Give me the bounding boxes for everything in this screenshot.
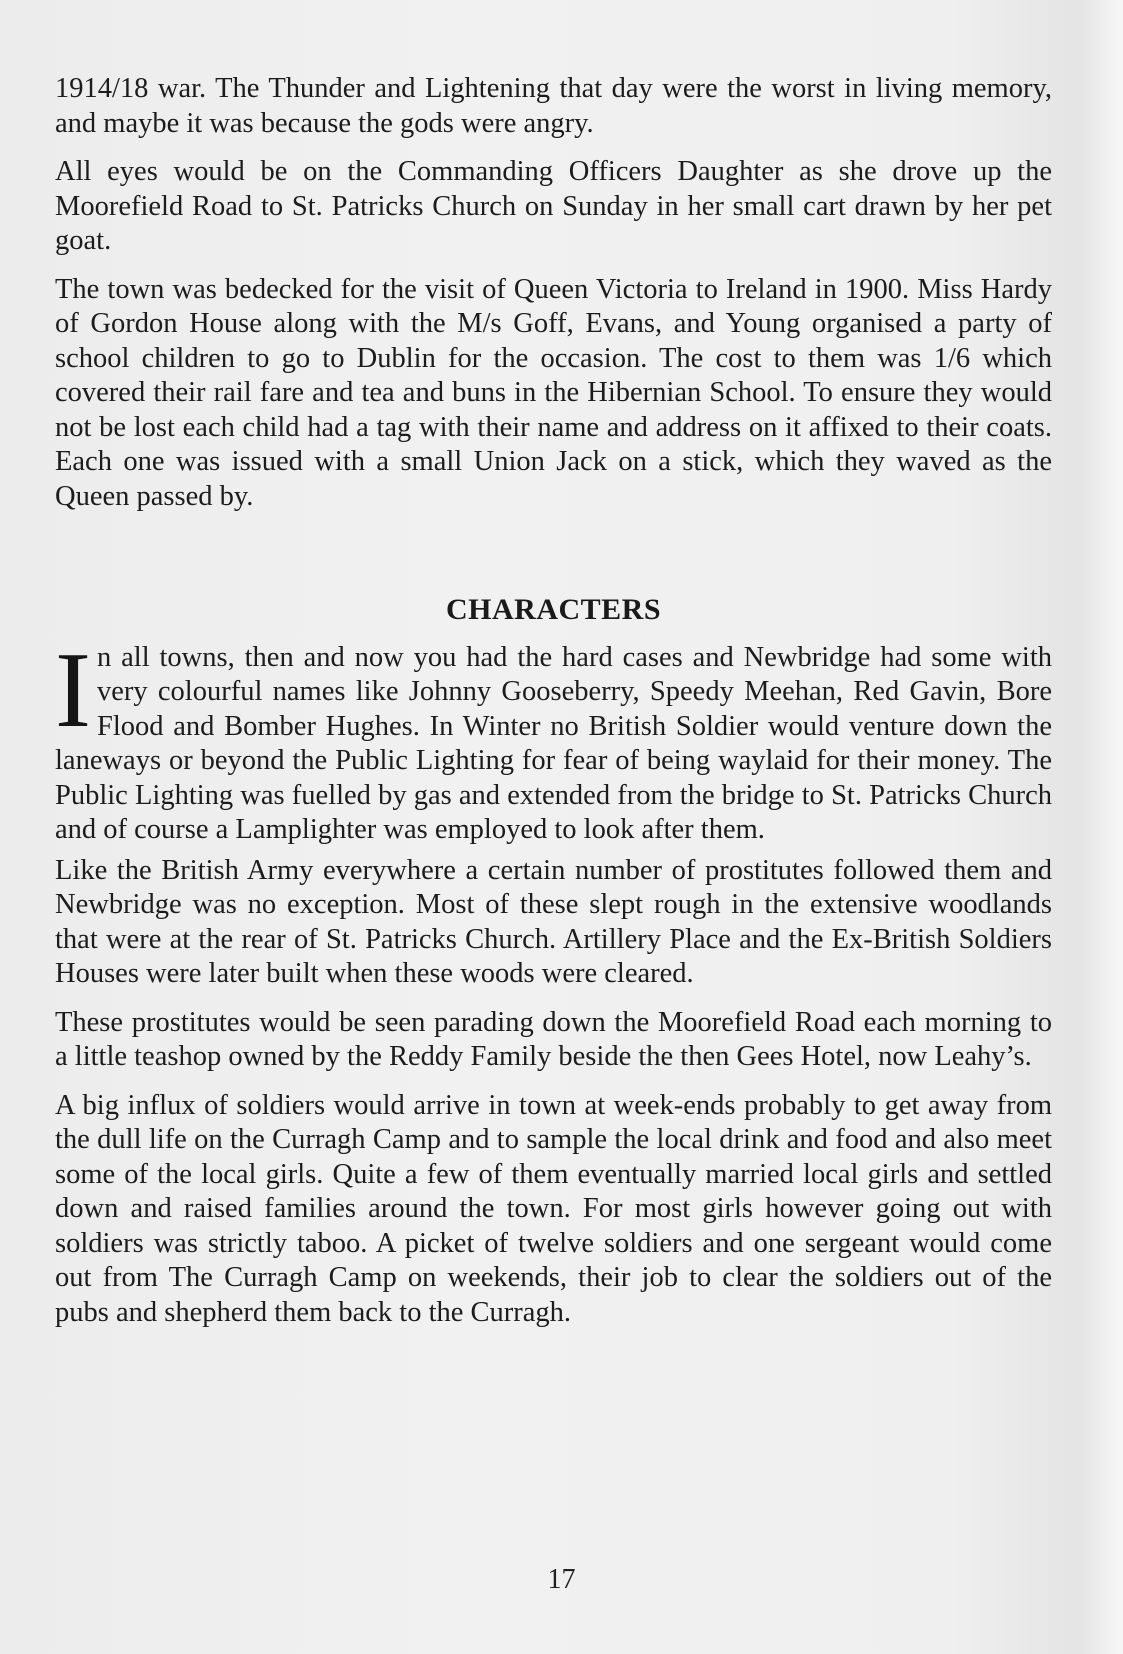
paragraph-queen-victoria-visit: The town was bedecked for the visit of Queen Victoria to Ireland in 1900. Miss Hardy of Gordon House along with the M/s Goff, Evans, and Young organised a party of school children to go to Dublin for the occasion. The cost to them was 1/6 which covered their rail fare and tea and buns in the Hibernian School. To ensure they would not be lost each child had a tag with their name and address on it affixed to their coats. Each one was issued with a small Union Jack on a stick, which they waved as the Queen passed by. [55,273,1052,512]
page-body [55,72,1052,1344]
drop-cap: I [55,630,91,750]
section-heading: CHARACTERS [445,593,662,626]
paragraph-hard-cases-text: n all towns, then and now you had the hard cases and Newbridge had some with very colourful names like Johnny Gooseberry, Speedy Meehan, Red Gavin, Bore Flood and Bomber Hughes. In Winter no British Soldier would venture down the laneways or beyond the Public Lighting for fear of being waylaid for their money. The Public Lighting was fuelled by gas and extended from the bridge to St. Patricks Church and of course a Lamplighter was employed to look after them. [55,641,1052,845]
page-number: 17 [547,1564,576,1595]
paragraph-war-storm: 1914/18 war. The Thunder and Lightening that day were the worst in living memory, and maybe it was because the gods were angry. [55,73,1052,139]
paragraph-prostitutes: Like the British Army everywhere a certain number of prostitutes followed them and Newbridge was no exception. Most of these slept rough in the extensive woodlands that were at the rear of St. Patricks Church. Artillery Place and the Ex-British Soldiers Houses were later built when these woods were cleared. [55,854,1052,989]
paragraph-soldiers-weekends: A big influx of soldiers would arrive in town at week-ends probably to get away from the dull life on the Curragh Camp and to sample the local drink and food and also meet some of the local girls. Quite a few of them eventually married local girls and settled down and raised families around the town. For most girls however going out with soldiers was strictly taboo. A picket of twelve soldiers and one sergeant would come out from The Curragh Camp on weekends, their job to clear the soldiers out of the pubs and shepherd them back to the Curragh. [55,1089,1052,1328]
paragraph-teashop: These prostitutes would be seen parading down the Moorefield Road each morning to a little teashop owned by the Reddy Family beside the then Gees Hotel, now Leahy’s. [55,1006,1052,1072]
paragraph-hard-cases [55,630,1052,848]
paragraph-officers-daughter: All eyes would be on the Commanding Officers Daughter as she drove up the Moorefield Road to St. Patricks Church on Sunday in her small cart drawn by her pet goat. [55,156,1052,256]
